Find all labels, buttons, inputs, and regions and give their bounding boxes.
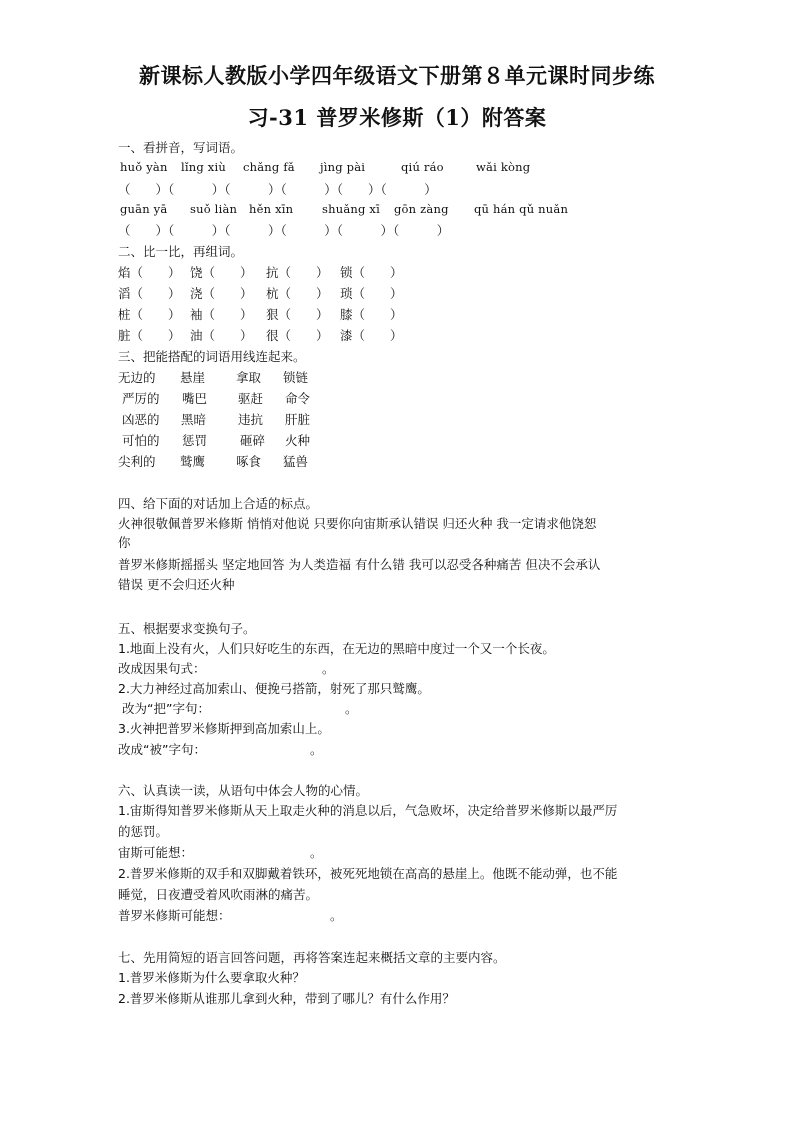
compare-item: 脏（ ） [118, 328, 181, 343]
dialog-paragraph-2: 普罗米修斯摇摇头 坚定地回答 为人类造福 有什么错 我可以忍受各种痛苦 但决不会承认 [118, 557, 601, 572]
pinyin-item: shuǎng xī [322, 202, 380, 216]
match-word: 无边的 [118, 370, 156, 385]
answer-prompt: 宙斯可能想： [118, 845, 194, 860]
compare-item: 焰（ ） [118, 265, 181, 280]
question: 2.普罗米修斯的双手和双脚戴着铁环，被死死地锁在高高的悬崖上。他既不能动弹，也不能 [118, 866, 618, 881]
document-title-line-2: 习-31 普罗米修斯（1）附答案 [247, 105, 547, 130]
question: 1.普罗米修斯为什么要拿取火种？ [118, 970, 305, 985]
match-word: 惩罚 [182, 433, 208, 448]
match-word: 鹫鹰 [180, 454, 206, 469]
question: 2.普罗米修斯从谁那儿拿到火种，带到了哪儿？有什么作用？ [118, 991, 455, 1006]
match-word: 嘴巴 [182, 391, 208, 406]
compare-item: 膝（ ） [340, 307, 403, 322]
compare-item: 滔（ ） [118, 286, 181, 301]
section-1-heading: 一、看拼音，写词语。 [118, 140, 244, 155]
match-word: 严厉的 [122, 391, 160, 406]
section-3-heading: 三、把能搭配的词语用线连起来。 [118, 349, 306, 364]
match-word: 凶恶的 [122, 412, 160, 427]
answer-end-mark: 。 [345, 701, 358, 716]
compare-item: 桩（ ） [118, 307, 181, 322]
match-word: 啄食 [236, 454, 262, 469]
match-word: 肝脏 [285, 412, 311, 427]
pinyin-item: qiú ráo [401, 160, 444, 174]
answer-prompt: 改成“被”字句： [118, 742, 206, 757]
compare-item: 漆（ ） [340, 328, 403, 343]
match-word: 命令 [285, 391, 311, 406]
match-word: 违抗 [238, 412, 264, 427]
document-title-line-1: 新课标人教版小学四年级语文下册第８单元课时同步练 [139, 63, 655, 88]
pinyin-item: chǎng fǎ [243, 160, 295, 174]
answer-prompt: 改为“把”字句： [122, 701, 210, 716]
answer-end-mark: 。 [310, 845, 323, 860]
question-cont: 的惩罚。 [118, 824, 169, 839]
answer-end-mark: 。 [310, 742, 323, 757]
section-4-heading: 四、给下面的对话加上合适的标点。 [118, 496, 319, 511]
pinyin-item: jìng pài [320, 160, 366, 174]
answer-end-mark: 。 [322, 661, 335, 676]
answer-prompt: 改成因果句式： [118, 661, 206, 676]
pinyin-item: qū hán qǔ nuǎn [474, 202, 569, 216]
answer-end-mark: 。 [330, 908, 343, 923]
question-cont: 睡觉，日夜遭受着风吹雨淋的痛苦。 [118, 887, 319, 902]
compare-item: 杭（ ） [266, 286, 329, 301]
answer-brackets-row-2: （ ）（ ）（ ）（ ）（ ）（ ） [118, 223, 450, 238]
match-word: 黑暗 [181, 412, 207, 427]
section-6-heading: 六、认真读一读，从语句中体会人物的心情。 [118, 783, 369, 798]
compare-item: 锁（ ） [340, 265, 403, 280]
question: 1.地面上没有火，人们只好吃生的东西，在无边的黑暗中度过一个又一个长夜。 [118, 641, 555, 656]
question: 2.大力神经过高加索山、便挽弓搭箭，射死了那只鹫鹰。 [118, 681, 430, 696]
dialog-paragraph-2-cont: 错误 更不会归还火种 [118, 577, 235, 592]
compare-item: 饶（ ） [190, 265, 253, 280]
pinyin-item: suǒ liàn [190, 202, 238, 216]
pinyin-item: hěn xīn [249, 202, 294, 216]
match-word: 可怕的 [122, 433, 160, 448]
match-word: 尖利的 [118, 454, 156, 469]
match-word: 悬崖 [180, 370, 206, 385]
dialog-paragraph-1-cont: 你 [118, 535, 131, 550]
compare-item: 很（ ） [266, 328, 329, 343]
pinyin-item: huǒ yàn [120, 160, 168, 174]
pinyin-item: lǐng xiù [181, 160, 226, 174]
section-2-heading: 二、比一比，再组词。 [118, 244, 244, 259]
compare-item: 琐（ ） [340, 286, 403, 301]
pinyin-item: guān yā [120, 202, 168, 216]
compare-item: 袖（ ） [190, 307, 253, 322]
answer-brackets-row-1: （ ）（ ）（ ）（ ）（ ）（ ） [118, 182, 437, 197]
question: 3.火神把普罗米修斯押到高加索山上。 [118, 721, 330, 736]
compare-item: 油（ ） [190, 328, 253, 343]
section-7-heading: 七、先用简短的语言回答问题，再将答案连起来概括文章的主要内容。 [118, 950, 506, 965]
match-word: 猛兽 [283, 454, 309, 469]
dialog-paragraph-1: 火神很敬佩普罗米修斯 悄悄对他说 只要你向宙斯承认错误 归还火种 我一定请求他饶恕 [118, 516, 597, 531]
compare-item: 狠（ ） [266, 307, 329, 322]
compare-item: 抗（ ） [266, 265, 329, 280]
question: 1.宙斯得知普罗米修斯从天上取走火种的消息以后，气急败坏，决定给普罗米修斯以最严厉 [118, 803, 618, 818]
match-word: 砸碎 [240, 433, 266, 448]
answer-prompt: 普罗米修斯可能想： [118, 908, 231, 923]
match-word: 锁链 [283, 370, 309, 385]
pinyin-item: wǎi kòng [476, 160, 531, 174]
match-word: 驱赶 [238, 391, 264, 406]
compare-item: 浇（ ） [190, 286, 253, 301]
match-word: 拿取 [236, 370, 262, 385]
section-5-heading: 五、根据要求变换句子。 [118, 621, 256, 636]
match-word: 火种 [285, 433, 311, 448]
pinyin-item: gōn zàng [394, 202, 449, 216]
